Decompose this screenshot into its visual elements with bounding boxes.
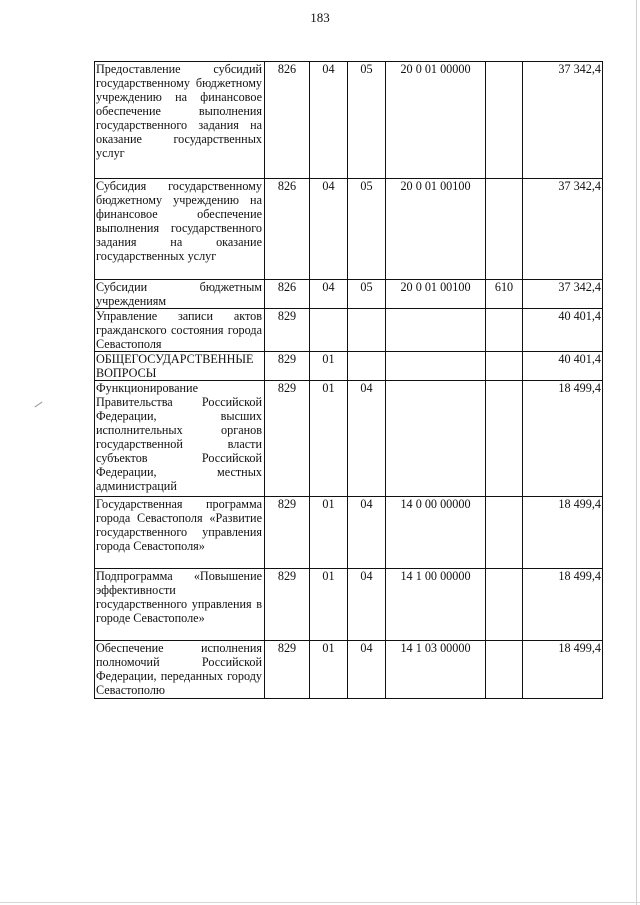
table-row: [95, 569, 603, 641]
section-code-cell: 04: [310, 62, 348, 179]
scan-mark: [35, 402, 43, 408]
item-name-cell: Государственная программа города Севастополя «Развитие государственного управления города Севастополя»: [95, 497, 265, 569]
target-article-cell: 14 1 03 00000: [386, 641, 486, 699]
expense-type-cell: [486, 641, 523, 699]
amount-cell: 37 342,4: [523, 179, 603, 280]
table-row: [95, 280, 603, 309]
section-code-cell: 04: [310, 179, 348, 280]
table-row: [95, 641, 603, 699]
section-code-cell: 01: [310, 352, 348, 381]
department-code-cell: 829: [265, 381, 310, 497]
item-name-cell: Предоставление субсидий государственному бюджетному учреждению на финансовое обеспечение выполнения государственного задания на оказание государственных услуг: [95, 62, 265, 179]
item-name-cell: Подпрограмма «Повышение эффективности государственного управления в городе Севастополе»: [95, 569, 265, 641]
expense-type-cell: [486, 569, 523, 641]
amount-cell: 18 499,4: [523, 381, 603, 497]
expense-type-cell: [486, 352, 523, 381]
amount-cell: 40 401,4: [523, 352, 603, 381]
amount-cell: 18 499,4: [523, 497, 603, 569]
item-name-cell: Обеспечение исполнения полномочий Российской Федерации, переданных городу Севастополю: [95, 641, 265, 699]
amount-cell: 37 342,4: [523, 62, 603, 179]
table-row: [95, 62, 603, 179]
target-article-cell: 20 0 01 00000: [386, 62, 486, 179]
department-code-cell: 829: [265, 497, 310, 569]
item-name-cell: ОБЩЕГОСУДАРСТВЕННЫЕ ВОПРОСЫ: [95, 352, 265, 381]
expense-type-cell: [486, 179, 523, 280]
expense-type-cell: [486, 309, 523, 352]
table-row: [95, 381, 603, 497]
table-row: [95, 179, 603, 280]
expense-type-cell: [486, 381, 523, 497]
subsection-code-cell: 05: [348, 280, 386, 309]
subsection-code-cell: 05: [348, 62, 386, 179]
amount-cell: 18 499,4: [523, 569, 603, 641]
department-code-cell: 829: [265, 569, 310, 641]
item-name-cell: Функционирование Правительства Российской Федерации, высших исполнительных органов государственной власти субъектов Российской Федерации, местных администраций: [95, 381, 265, 497]
target-article-cell: 14 1 00 00000: [386, 569, 486, 641]
table-row: [95, 309, 603, 352]
subsection-code-cell: 04: [348, 497, 386, 569]
department-code-cell: 826: [265, 179, 310, 280]
expense-type-cell: [486, 497, 523, 569]
subsection-code-cell: 04: [348, 381, 386, 497]
table-row: [95, 352, 603, 381]
department-code-cell: 829: [265, 309, 310, 352]
subsection-code-cell: 04: [348, 641, 386, 699]
section-code-cell: 01: [310, 381, 348, 497]
budget-table: [94, 61, 603, 699]
item-name-cell: Субсидии бюджетным учреждениям: [95, 280, 265, 309]
amount-cell: 37 342,4: [523, 280, 603, 309]
item-name-cell: Субсидия государственному бюджетному учреждению на финансовое обеспечение выполнения государственного задания на оказание государственных услуг: [95, 179, 265, 280]
section-code-cell: 01: [310, 569, 348, 641]
target-article-cell: 20 0 01 00100: [386, 280, 486, 309]
department-code-cell: 826: [265, 280, 310, 309]
subsection-code-cell: [348, 309, 386, 352]
target-article-cell: 20 0 01 00100: [386, 179, 486, 280]
target-article-cell: [386, 309, 486, 352]
expense-type-cell: 610: [486, 280, 523, 309]
target-article-cell: [386, 352, 486, 381]
target-article-cell: [386, 381, 486, 497]
subsection-code-cell: 05: [348, 179, 386, 280]
expense-type-cell: [486, 62, 523, 179]
amount-cell: 18 499,4: [523, 641, 603, 699]
department-code-cell: 829: [265, 352, 310, 381]
scan-edge-bottom: [0, 902, 640, 903]
section-code-cell: 01: [310, 641, 348, 699]
target-article-cell: 14 0 00 00000: [386, 497, 486, 569]
table-row: [95, 497, 603, 569]
subsection-code-cell: 04: [348, 569, 386, 641]
department-code-cell: 829: [265, 641, 310, 699]
section-code-cell: 04: [310, 280, 348, 309]
page-number: 183: [310, 10, 330, 25]
amount-cell: 40 401,4: [523, 309, 603, 352]
section-code-cell: [310, 309, 348, 352]
department-code-cell: 826: [265, 62, 310, 179]
subsection-code-cell: [348, 352, 386, 381]
item-name-cell: Управление записи актов гражданского состояния города Севастополя: [95, 309, 265, 352]
scan-edge-right: [636, 0, 637, 905]
section-code-cell: 01: [310, 497, 348, 569]
